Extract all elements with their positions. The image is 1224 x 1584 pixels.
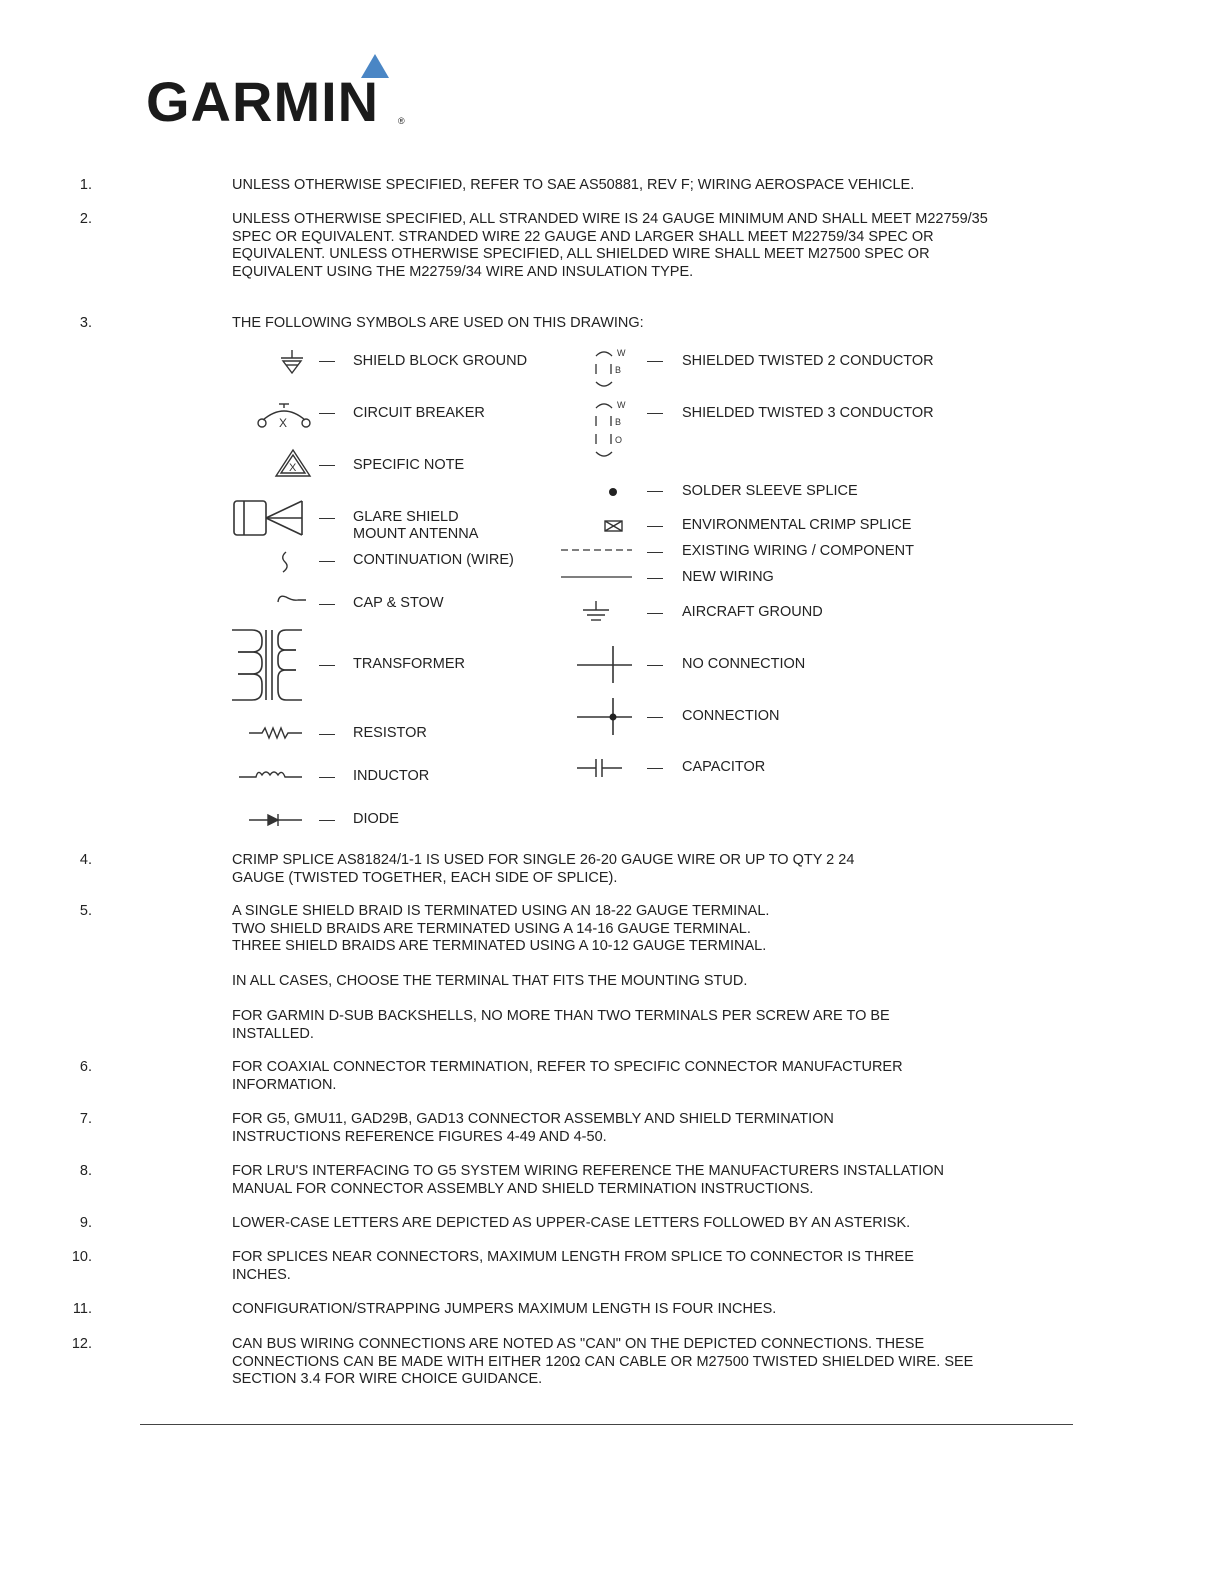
legend-label-shielded-twisted-2: SHIELDED TWISTED 2 CONDUCTOR bbox=[682, 353, 934, 369]
note-number: 4. bbox=[79, 852, 92, 868]
transformer-icon bbox=[230, 628, 304, 702]
legend-label-cap-stow: CAP & STOW bbox=[353, 595, 444, 611]
legend-label-solder-sleeve-splice: SOLDER SLEEVE SPLICE bbox=[682, 483, 858, 499]
legend-dash bbox=[647, 526, 663, 527]
legend-dash bbox=[319, 361, 335, 362]
solder-sleeve-splice-icon bbox=[605, 484, 621, 500]
note-paragraph: LOWER-CASE LETTERS ARE DEPICTED AS UPPER-CASE LETTERS FOLLOWED BY AN ASTERISK. bbox=[232, 1215, 911, 1231]
note-number: 3. bbox=[79, 315, 92, 331]
note-text: UNLESS OTHERWISE SPECIFIED, ALL STRANDED WIRE IS 24 GAUGE MINIMUM AND SHALL MEET M22759/35 SPEC OR EQUIVALENT. STRANDED WIRE 22 GAUGE AND LARGER SHALL MEET M22759/34 SPEC OR EQUIVALENT. UNLESS OTHERWISE SPECIFIED, ALL SHIELDED WIRE SHALL MEET M27500 SPEC OR EQUIVALENT USING THE M22759/34 WIRE AND INSULATION TYPE. bbox=[232, 211, 988, 280]
legend-label-environmental-crimp-splice: ENVIRONMENTAL CRIMP SPLICE bbox=[682, 517, 912, 533]
legend-label-resistor: RESISTOR bbox=[353, 725, 427, 741]
legend-label-new-wiring: NEW WIRING bbox=[682, 569, 774, 585]
shield-block-ground-icon bbox=[278, 350, 308, 376]
inductor-icon bbox=[238, 767, 304, 783]
note-number: 9. bbox=[79, 1215, 92, 1231]
legend-label-capacitor: CAPACITOR bbox=[682, 759, 766, 775]
note-number: 6. bbox=[79, 1059, 92, 1075]
legend-dash bbox=[319, 413, 335, 414]
legend-dash bbox=[319, 604, 335, 605]
note-text bbox=[232, 852, 892, 887]
note-paragraph: FOR G5, GMU11, GAD29B, GAD13 CONNECTOR ASSEMBLY AND SHIELD TERMINATION INSTRUCTIONS REFERENCE FIGURES 4-49 AND 4-50. bbox=[232, 1111, 834, 1145]
registered-mark: ® bbox=[398, 116, 405, 126]
circuit-breaker-icon bbox=[255, 402, 313, 430]
note-paragraph: CONFIGURATION/STRAPPING JUMPERS MAXIMUM LENGTH IS FOUR INCHES. bbox=[232, 1301, 777, 1317]
legend-dash bbox=[647, 552, 663, 553]
existing-wiring-icon bbox=[560, 545, 634, 555]
glare-shield-antenna-icon bbox=[230, 497, 306, 539]
new-wiring-icon bbox=[560, 572, 634, 582]
legend-dash bbox=[647, 491, 663, 492]
legend-label-existing-wiring: EXISTING WIRING / COMPONENT bbox=[682, 543, 915, 559]
note-text: UNLESS OTHERWISE SPECIFIED, REFER TO SAE AS50881, REV F; WIRING AEROSPACE VEHICLE. bbox=[232, 177, 915, 193]
circuit-breaker-icon-text: X bbox=[279, 416, 288, 430]
legend-dash bbox=[319, 561, 335, 562]
legend-dash bbox=[647, 413, 663, 414]
legend-label-connection: CONNECTION bbox=[682, 708, 780, 724]
connection-icon bbox=[576, 697, 634, 737]
note-text bbox=[232, 1301, 1032, 1319]
note-paragraph: IN ALL CASES, CHOOSE THE TERMINAL THAT FITS THE MOUNTING STUD. bbox=[232, 973, 748, 989]
legend-dash bbox=[647, 768, 663, 769]
legend-label-circuit-breaker: CIRCUIT BREAKER bbox=[353, 405, 485, 421]
legend-label-shielded-twisted-3: SHIELDED TWISTED 3 CONDUCTOR bbox=[682, 405, 934, 421]
note-number: 8. bbox=[79, 1163, 92, 1179]
legend-dash bbox=[319, 777, 335, 778]
legend-label-aircraft-ground: AIRCRAFT GROUND bbox=[682, 604, 823, 620]
note-text bbox=[232, 1215, 1032, 1233]
garmin-logo bbox=[146, 50, 416, 132]
legend-dash bbox=[319, 465, 335, 466]
continuation-icon bbox=[278, 550, 292, 574]
capacitor-icon bbox=[576, 757, 624, 779]
note-paragraph: FOR SPLICES NEAR CONNECTORS, MAXIMUM LENGTH FROM SPLICE TO CONNECTOR IS THREE INCHES. bbox=[232, 1249, 914, 1283]
legend-label-shield-block-ground: SHIELD BLOCK GROUND bbox=[353, 353, 528, 369]
note-number: 5. bbox=[79, 903, 92, 919]
specific-note-icon-text: X bbox=[289, 462, 297, 474]
legend-dash bbox=[319, 518, 335, 519]
legend-label-mount-antenna: MOUNT ANTENNA bbox=[353, 526, 479, 542]
conductor-w-label: W bbox=[617, 400, 626, 410]
no-connection-icon bbox=[576, 645, 634, 685]
note-text bbox=[232, 1059, 932, 1094]
legend-dash bbox=[647, 717, 663, 718]
note-number: 1. bbox=[79, 177, 92, 193]
conductor-b-label: B bbox=[615, 417, 622, 427]
note-paragraph: CAN BUS WIRING CONNECTIONS ARE NOTED AS "CAN" ON THE DEPICTED CONNECTIONS. THESE CONNECTIONS CAN BE MADE WITH EITHER 120Ω CAN CABLE OR M27500 TWISTED SHIELDED WIRE. SEE SECTION 3.4 FOR WIRE CHOICE GUIDANCE. bbox=[232, 1336, 974, 1387]
aircraft-ground-icon bbox=[580, 600, 612, 624]
note-paragraph: A SINGLE SHIELD BRAID IS TERMINATED USING AN 18-22 GAUGE TERMINAL. TWO SHIELD BRAIDS ARE TERMINATED USING A 14-16 GAUGE TERMINAL. THREE SHIELD BRAIDS ARE TERMINATED USING A 10-12 GAUGE TERMINAL. bbox=[232, 903, 770, 954]
note-paragraph: FOR GARMIN D-SUB BACKSHELLS, NO MORE THAN TWO TERMINALS PER SCREW ARE TO BE INSTALLED. bbox=[232, 1008, 890, 1042]
resistor-icon bbox=[248, 725, 304, 741]
note-number: 12. bbox=[71, 1336, 92, 1352]
legend-dash bbox=[647, 578, 663, 579]
legend-dash bbox=[647, 665, 663, 666]
diode-icon bbox=[248, 811, 304, 829]
legend-label-transformer: TRANSFORMER bbox=[353, 656, 465, 672]
shielded-twisted-2-icon bbox=[590, 346, 630, 392]
logo-text: GARMIN bbox=[146, 70, 380, 133]
legend-label-no-connection: NO CONNECTION bbox=[682, 656, 806, 672]
conductor-b-label: B bbox=[615, 365, 622, 375]
legend-label-diode: DIODE bbox=[353, 811, 399, 827]
legend-dash bbox=[319, 734, 335, 735]
legend-dash bbox=[647, 361, 663, 362]
note-number: 11. bbox=[72, 1301, 92, 1317]
legend-label-glare-shield: GLARE SHIELD bbox=[353, 509, 459, 525]
note-text bbox=[232, 903, 932, 1043]
note-text bbox=[232, 1249, 952, 1284]
shielded-twisted-3-icon bbox=[590, 398, 630, 462]
note-paragraph: FOR COAXIAL CONNECTOR TERMINATION, REFER TO SPECIFIC CONNECTOR MANUFACTURER INFORMATION. bbox=[232, 1059, 903, 1093]
conductor-o-label: O bbox=[615, 435, 623, 445]
footer-divider bbox=[140, 1424, 1073, 1425]
environmental-crimp-splice-icon bbox=[603, 518, 625, 534]
specific-note-icon bbox=[274, 448, 312, 478]
legend-label-continuation: CONTINUATION (WIRE) bbox=[353, 552, 514, 568]
note-number: 7. bbox=[79, 1111, 92, 1127]
conductor-w-label: W bbox=[617, 348, 626, 358]
note-text bbox=[232, 1163, 992, 1198]
legend-dash bbox=[647, 613, 663, 614]
cap-stow-icon bbox=[276, 592, 308, 608]
note-text bbox=[232, 1111, 892, 1146]
legend-label-inductor: INDUCTOR bbox=[353, 768, 430, 784]
note-text: THE FOLLOWING SYMBOLS ARE USED ON THIS DRAWING: bbox=[232, 315, 644, 331]
note-paragraph: FOR LRU'S INTERFACING TO G5 SYSTEM WIRING REFERENCE THE MANUFACTURERS INSTALLATION MANUAL FOR CONNECTOR ASSEMBLY AND SHIELD TERMINATION INSTRUCTIONS. bbox=[232, 1163, 945, 1197]
legend-label-specific-note: SPECIFIC NOTE bbox=[353, 457, 465, 473]
note-text bbox=[232, 1336, 992, 1389]
note-paragraph: CRIMP SPLICE AS81824/1-1 IS USED FOR SINGLE 26-20 GAUGE WIRE OR UP TO QTY 2 24 GAUGE (TWISTED TOGETHER, EACH SIDE OF SPLICE). bbox=[232, 852, 855, 886]
note-number: 10. bbox=[71, 1249, 92, 1265]
note-number: 2. bbox=[79, 211, 92, 227]
legend-dash bbox=[319, 665, 335, 666]
legend-dash bbox=[319, 820, 335, 821]
